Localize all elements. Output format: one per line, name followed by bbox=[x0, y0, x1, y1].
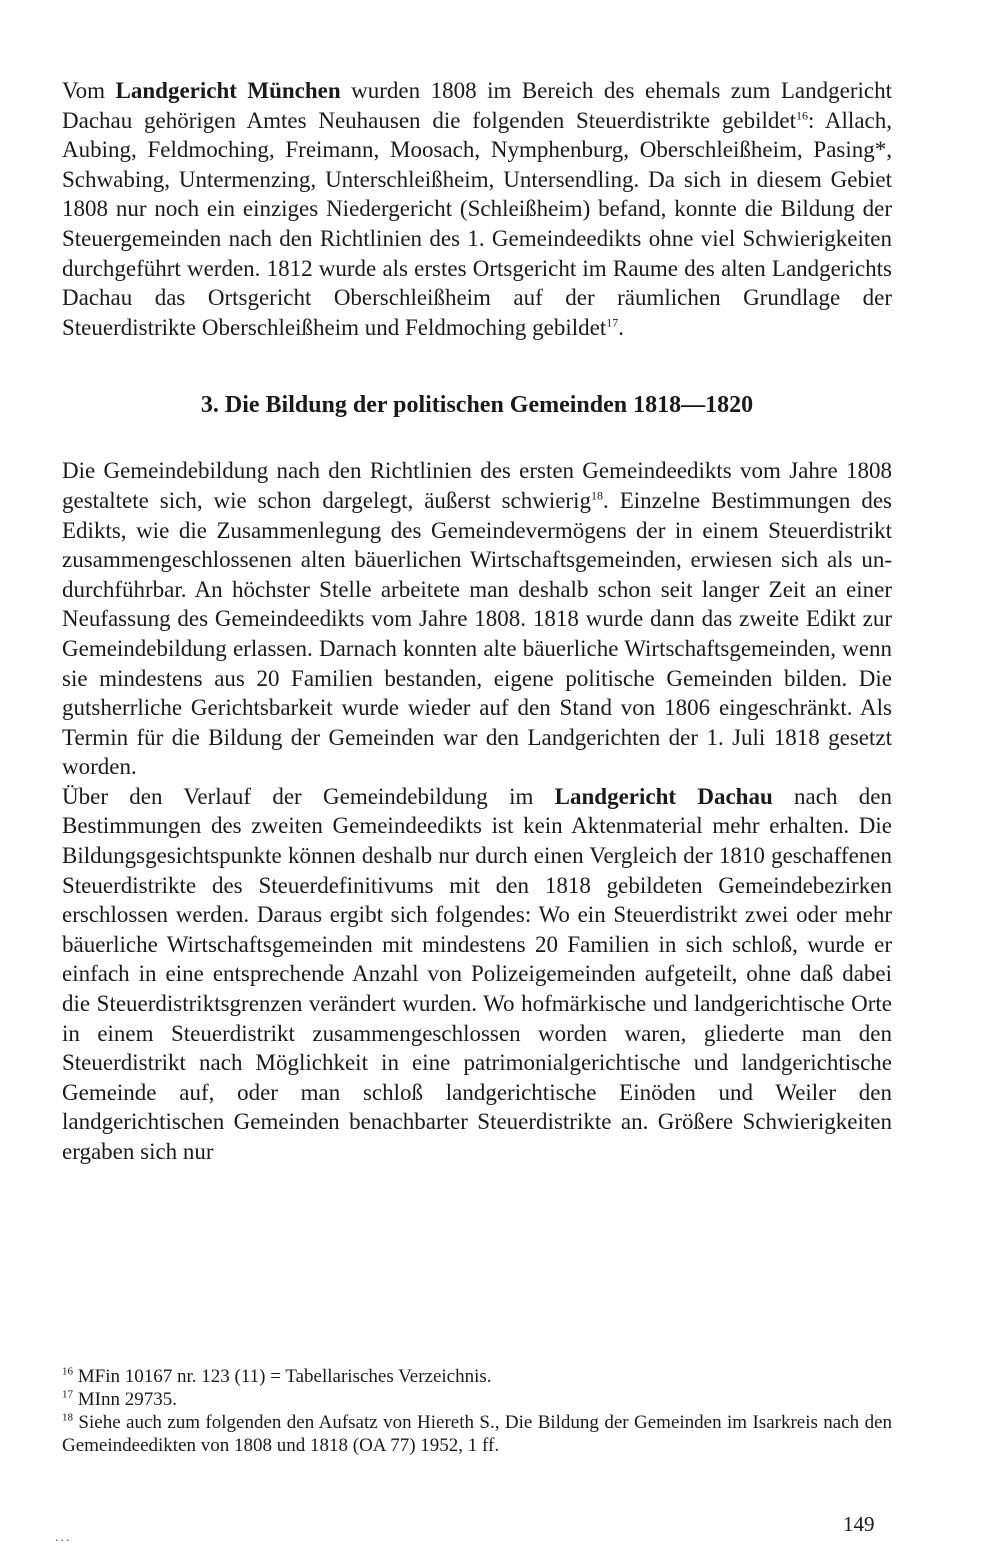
paragraph-gemeindebildung bbox=[62, 456, 892, 782]
paragraph-landgericht-dachau bbox=[62, 782, 892, 1167]
footnote-text: MFin 10167 nr. 123 (11) = Tabellarisches Verzeichnis. bbox=[73, 1366, 492, 1387]
footnote-text: MInn 29735. bbox=[73, 1389, 177, 1410]
footnote-17 bbox=[62, 1388, 892, 1411]
footnote-ref-16: 16 bbox=[796, 107, 809, 122]
page-number: 149 bbox=[843, 1512, 875, 1536]
paragraph-landgericht-muenchen bbox=[62, 76, 892, 342]
text-run: Die Gemeindebildung nach den Richtlinien des ersten Gemeindeedikts vom Jahre 1808 gestaltete sich, wie schon dargelegt, äußerst schwierig bbox=[62, 458, 892, 513]
bold-term: Landgericht München bbox=[115, 78, 341, 103]
footnote-18 bbox=[62, 1411, 892, 1457]
footnote-number: 18 bbox=[62, 1411, 73, 1424]
footnote-ref-17: 17 bbox=[606, 315, 619, 330]
text-run: wurden 1808 im Bereich des ehemals zum Landgericht Dachau gehörigen Amtes Neuhausen die folgenden Steuerdistrikte gebildet bbox=[62, 78, 892, 133]
footnote-number: 17 bbox=[62, 1388, 73, 1401]
bottom-marks: ... bbox=[55, 1530, 72, 1545]
text-run: nach den Bestimmungen des zweiten Gemeindeedikts ist kein Aktenmaterial mehr erhalten. Die Bildungsgesichtspunkte können deshalb nur durch einen Vergleich der 1810 geschaffenen Steuerdistrikte des Steuerdefinitivums mit den 1818 gebildeten Gemeindebezirken erschlossen werden. Daraus ergibt sich folgendes: Wo ein Steuerdistrikt zwei oder mehr bäuerliche Wirtschaftsgemeinden mit mindestens 20 Familien in sich schloß, wurde er einfach in eine entsprechende Anzahl von Polizeigemeinden aufgeteilt, ohne daß dabei die Steuerdistriktsgrenzen verändert wurden. Wo hofmärkische und landgerichtische Orte in einem Steuerdistrikt zusammengeschlossen worden waren, gliederte man den Steuerdistrikt nach Möglichkeit in eine patrimonialgerichtische und landgerichtische Gemeinde auf, oder man schloß landgerichtische Einöden und Weiler den landgerichtischen Gemeinden benachbarter Steuerdistrikte an. Größere Schwierigkeiten ergaben sich nur bbox=[62, 783, 892, 1164]
text-run: : Allach, Aubing, Feldmoching, Freimann, Moosach, Nymphenburg, Oberschleißheim, Pasing*, Schwabing, Untermenzing, Unterschleißheim, Untersendling. Da sich in diesem Gebiet 1808 nur noch ein einziges Niedergericht (Schleißheim) befand, konnte die Bildung der Steuergemeinden nach den Richtlinien des 1. Gemeindeedikts ohne viel Schwierigkeiten durchgeführt werden. 1812 wurde als erstes Ortsgericht im Raume des alten Landgerichts Dachau das Ortsgericht Oberschleißheim auf der räumlichen Grundlage der Steuerdistrikte Oberschleißheim und Feldmoching gebildet bbox=[62, 107, 892, 340]
text-run: . Einzelne Bestimmungen des Edikts, wie die Zusammenlegung des Gemeindevermögens der in einem Steuerdistrikt zusammengeschlossenen alten bäuerlichen Wirtschaftsgemeinden, erwiesen sich als undurchführbar. An höchster Stelle arbeitete man deshalb schon seit langer Zeit an einer Neufassung des Gemeindeedikts vom Jahre 1808. 1818 wurde dann das zweite Edikt zur Gemeindebildung erlassen. Darnach konnten alte bäuerliche Wirtschaftsgemeinden, wenn sie mindestens aus 20 Familien bestanden, eigene politische Gemeinden bilden. Die gutsherrliche Gerichtsbarkeit wurde wieder auf den Stand von 1806 eingeschränkt. Als Termin für die Bildung der Gemeinden war den Landgerichten der 1. Juli 1818 gesetzt worden. bbox=[62, 487, 893, 780]
footnote-16 bbox=[62, 1365, 892, 1388]
bold-term: Landgericht Dachau bbox=[554, 783, 773, 809]
text-run: Über den Verlauf der Gemeindebildung im bbox=[62, 783, 555, 809]
footnote-number: 16 bbox=[62, 1365, 73, 1378]
footnote-ref-18: 18 bbox=[591, 488, 603, 503]
text-run: Vom bbox=[62, 78, 116, 103]
text-run: . bbox=[618, 314, 624, 340]
page-body bbox=[62, 76, 892, 1167]
footnote-text: Siehe auch zum folgenden den Aufsatz von Hiereth S., Die Bildung der Gemeinden im Isarkreis nach den Gemeindeedikten von 1808 und 1818 (OA 77) 1952, 1 ff. bbox=[62, 1412, 892, 1456]
section-heading: 3. Die Bildung der politischen Gemeinden 1818—1820 bbox=[200, 392, 754, 419]
footnotes bbox=[62, 1365, 892, 1457]
